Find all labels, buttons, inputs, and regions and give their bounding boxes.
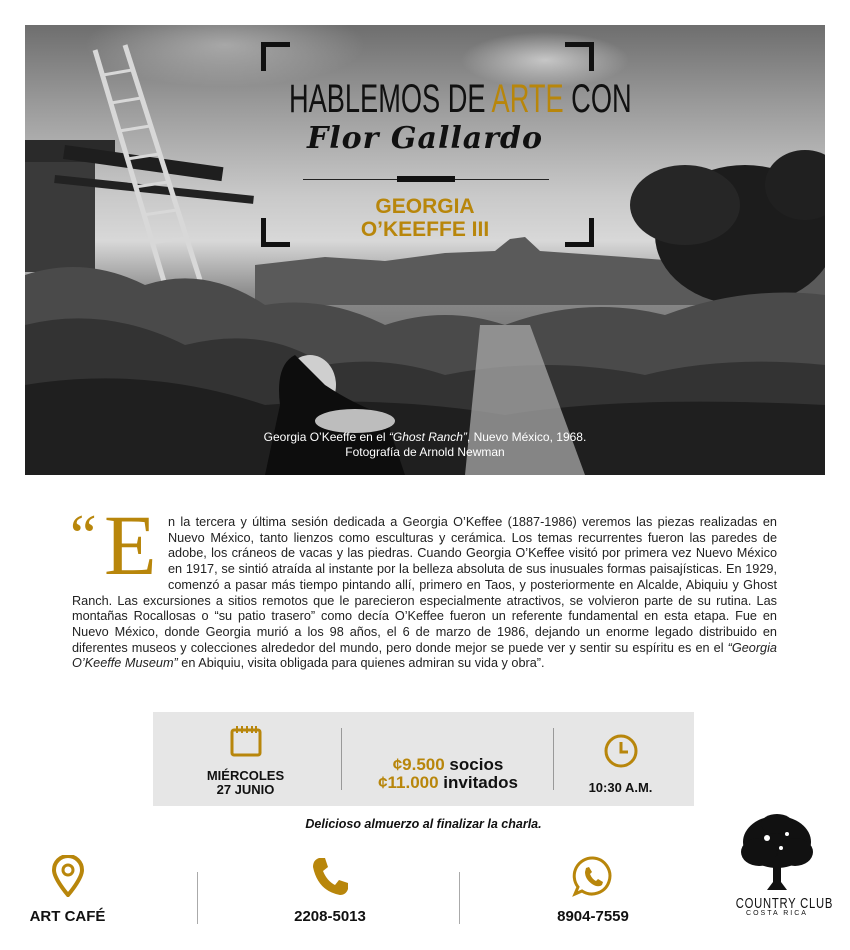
frame-corner	[565, 42, 594, 71]
logo-subtitle: COSTA RICA	[746, 910, 808, 917]
location-pin-icon	[50, 855, 86, 897]
footer-phone[interactable]	[270, 855, 390, 925]
event-subtitle: GEORGIA O’KEEFFE III	[360, 195, 490, 241]
divider-accent	[397, 176, 455, 182]
frame-corner	[261, 42, 290, 71]
info-divider	[341, 728, 342, 790]
footer-location	[20, 855, 115, 925]
event-title: HABLEMOS DE ARTE CON	[289, 77, 632, 121]
phone-icon	[310, 855, 350, 897]
speaker-signature: Flor Gallardo	[306, 121, 544, 156]
lunch-note: Delicioso almuerzo al finalizar la charla.	[305, 817, 542, 831]
price-guests: ¢11.000 invitados	[378, 773, 518, 792]
price-members: ¢9.500 socios	[392, 755, 504, 774]
event-time-text: 10:30 A.M.	[588, 780, 653, 795]
phone-number[interactable]: 2208-5013	[294, 908, 366, 925]
footer-divider	[459, 872, 460, 924]
whatsapp-icon	[572, 855, 614, 897]
info-divider	[553, 728, 554, 790]
event-info-box	[153, 712, 694, 806]
clock-icon	[603, 733, 639, 769]
logo-brand-name: COUNTRY CLUB	[735, 895, 834, 912]
calendar-icon	[229, 724, 263, 758]
footer-whatsapp[interactable]	[533, 855, 653, 925]
event-time	[563, 712, 678, 806]
country-club-logo	[722, 812, 832, 932]
location-label: ART CAFÉ	[29, 908, 106, 925]
event-day: MIÉRCOLES	[206, 768, 285, 783]
hero-banner	[25, 25, 825, 475]
event-date	[173, 712, 318, 806]
whatsapp-number[interactable]: 8904-7559	[557, 908, 629, 925]
drop-cap: “ E	[70, 497, 157, 593]
event-price	[348, 712, 548, 806]
footer-divider	[197, 872, 198, 924]
tree-logo-icon	[737, 812, 817, 892]
photo-caption: Georgia O’Keeffe en el “Ghost Ranch”, Nuevo México, 1968. Fotografía de Arnold Newman	[263, 430, 587, 459]
article-text: n la tercera y última sesión dedicada a Georgia O’Keffee (1887-1986) veremos las piezas realizadas en Nuevo México, tanto lienzos como esculturas y cerámica. Los temas recurrentes fueron las paredes de adobe, los cráneos de vacas y las piedras. Cuando Georgia O’Keffee visitó por primera vez Nuevo México en 1917, se sintió atraída al instante por la belleza absoluta de sus inusuales formas paisajísticas. En 1929, comenzó a pasar más tiempo pintando allí, primero en Taos, y posteriormente en Alcalde, Abiquiu y Ghost Ranch. Las excursiones a sitios remotos que le parecieron especialmente atractivos, se volvieron parte de su rutina. Las montañas Rocallosas o “su patio trasero” como decía O’Keffee fueron un referente fundamental en esta etapa. Fue en Nuevo México, donde Georgia murió a los 98 años, el 6 de marzo de 1986, dejando un enorme legado distribuido en diferentes museos y colecciones alrededor del mundo, pero donde mejor se puede ver y sentir su espíritu es en el “Georgia O’Keeffe Museum” en Abiquiu, visita obligada para quienes admiran su vida y obra”.	[72, 515, 777, 671]
event-date-text: 27 JUNIO	[216, 782, 275, 797]
